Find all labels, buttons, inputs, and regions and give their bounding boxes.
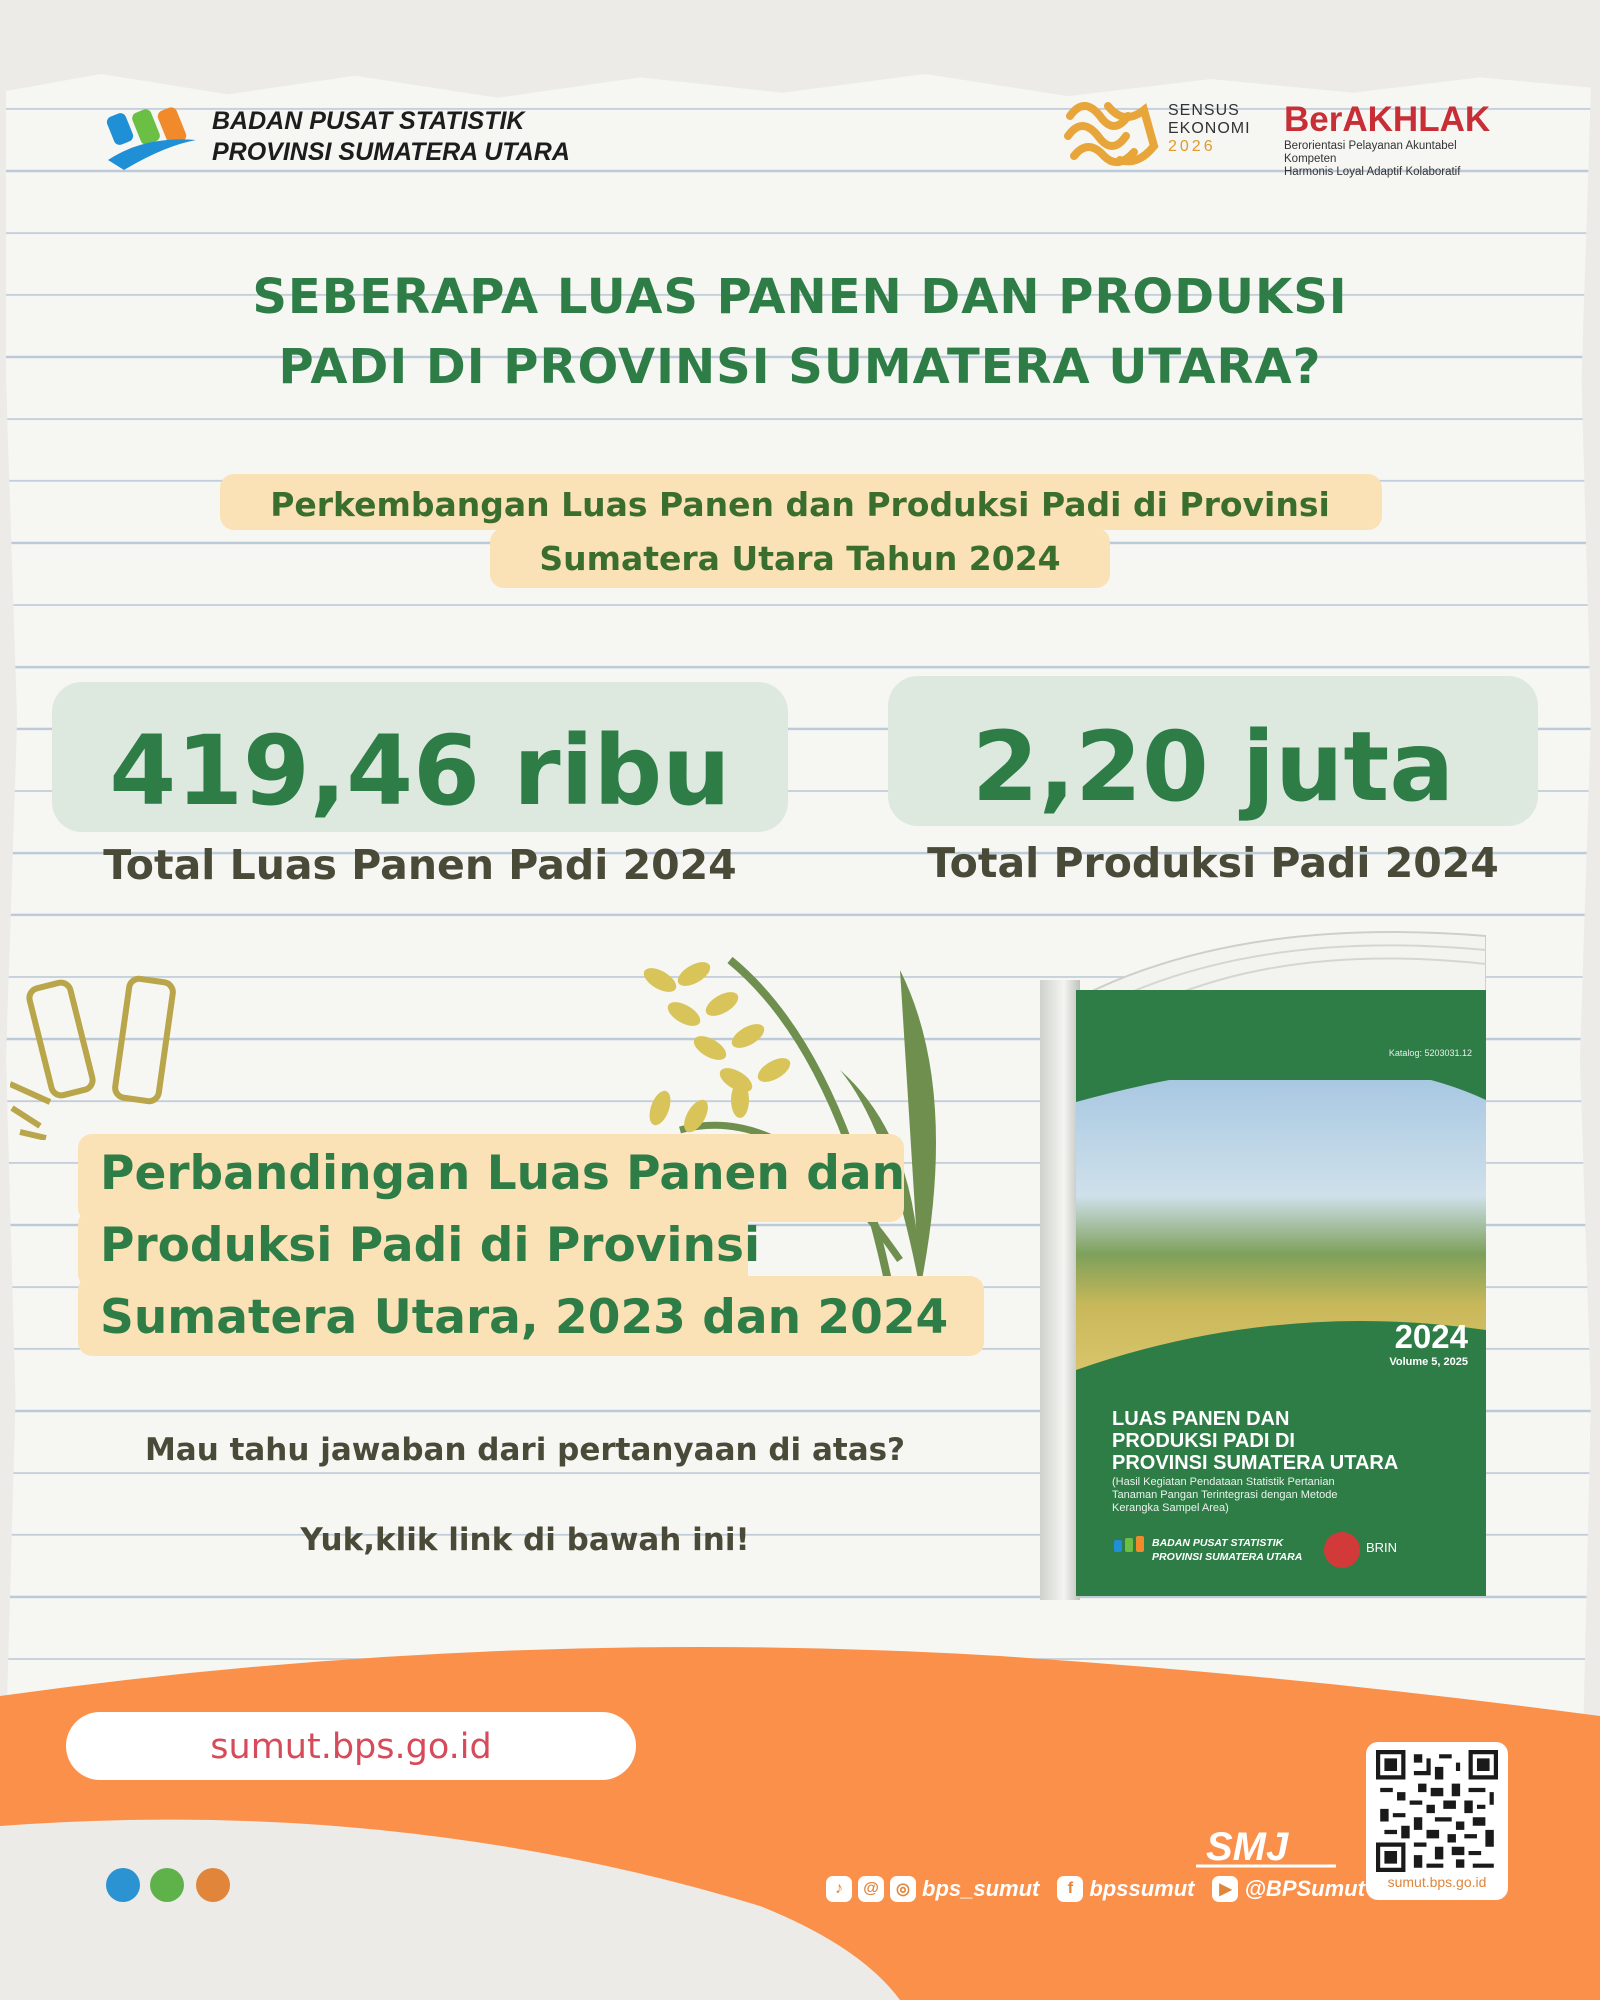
cover-title-line-1: LUAS PANEN DAN xyxy=(1112,1408,1290,1430)
berakhlak-subtitle-1: Berorientasi Pelayanan Akuntabel Kompeten xyxy=(1284,140,1457,165)
production-value: 2,20 juta xyxy=(971,711,1455,823)
organization-name xyxy=(212,106,570,168)
facebook-icon[interactable]: f xyxy=(1057,1876,1083,1902)
comparison-line-2: Produksi Padi di Provinsi xyxy=(100,1218,761,1273)
cover-organization xyxy=(1152,1536,1302,1564)
book-pages xyxy=(1082,916,1486,996)
sensus-line-1: SENSUS xyxy=(1168,102,1240,119)
bps-logo xyxy=(104,100,200,176)
brin-logo xyxy=(1322,1528,1442,1572)
smj-logo-text: SMJ xyxy=(1206,1825,1289,1868)
subtitle-line-2: Sumatera Utara Tahun 2024 xyxy=(539,539,1061,578)
cover-volume: Volume 5, 2025 xyxy=(1389,1356,1468,1368)
website-link[interactable]: sumut.bps.go.id xyxy=(210,1727,492,1767)
subtitle-line-1: Perkembangan Luas Panen dan Produksi Padi di Provinsi xyxy=(270,485,1330,524)
comparison-line-1: Perbandingan Luas Panen dan xyxy=(100,1146,906,1201)
decorative-dot-orange xyxy=(196,1868,230,1902)
cover-top-wave xyxy=(1076,990,1486,1140)
youtube-handle[interactable]: @BPSumut xyxy=(1244,1876,1365,1901)
publication-cover[interactable] xyxy=(1076,990,1486,1596)
cover-org-line-1: BADAN PUSAT STATISTIK xyxy=(1152,1537,1284,1549)
cover-note-line-1: (Hasil Kegiatan Pendataan Statistik Pertanian xyxy=(1112,1476,1335,1488)
harvest-area-value: 419,46 ribu xyxy=(109,715,731,827)
straw-decoration xyxy=(10,970,210,1140)
cover-note xyxy=(1112,1476,1472,1515)
footer-wave xyxy=(0,1646,1600,2000)
berakhlak-title: BerAKHLAK xyxy=(1284,100,1491,139)
cover-org-line-2: PROVINSI SUMATERA UTARA xyxy=(1152,1551,1303,1563)
title-line-1: SEBERAPA LUAS PANEN DAN PRODUKSI xyxy=(252,269,1348,325)
comparison-line-3: Sumatera Utara, 2023 dan 2024 xyxy=(100,1290,949,1345)
question-text: Mau tahu jawaban dari pertanyaan di atas? xyxy=(144,1432,906,1468)
instagram-handle[interactable]: bps_sumut xyxy=(922,1876,1040,1901)
berakhlak-logo xyxy=(1284,100,1504,179)
cover-title-line-3: PROVINSI SUMATERA UTARA xyxy=(1112,1452,1399,1474)
page-title xyxy=(60,262,1540,402)
sensus-year: 2026 xyxy=(1168,138,1216,155)
smj-logo xyxy=(1196,1822,1344,1868)
cover-title xyxy=(1112,1408,1472,1474)
comparison-heading xyxy=(100,1138,1000,1354)
book-spine xyxy=(1040,980,1080,1600)
sensus-line-2: EKONOMI xyxy=(1168,120,1251,137)
youtube-icon[interactable]: ▶ xyxy=(1212,1876,1238,1902)
call-to-action: Yuk,klik link di bawah ini! xyxy=(300,1522,750,1558)
subtitle xyxy=(200,478,1400,586)
cover-bps-logo xyxy=(1112,1534,1148,1564)
berakhlak-subtitle-2: Harmonis Loyal Adaptif Kolaboratif xyxy=(1284,166,1461,178)
organization-line-2: PROVINSI SUMATERA UTARA xyxy=(212,138,570,166)
harvest-area-label: Total Luas Panen Padi 2024 xyxy=(103,841,737,889)
cover-year: 2024 xyxy=(1394,1318,1468,1355)
tiktok-icon[interactable]: ♪ xyxy=(826,1876,852,1902)
sensus-ekonomi-text xyxy=(1168,102,1251,156)
brin-logo-text: BRIN xyxy=(1366,1540,1398,1555)
instagram-icon[interactable]: ◎ xyxy=(890,1876,916,1902)
decorative-dot-blue xyxy=(106,1868,140,1902)
organization-line-1: BADAN PUSAT STATISTIK xyxy=(212,107,525,135)
decorative-dot-green xyxy=(150,1868,184,1902)
cover-title-line-2: PRODUKSI PADI DI xyxy=(1112,1430,1295,1452)
production-label: Total Produksi Padi 2024 xyxy=(927,839,1499,887)
qr-code[interactable] xyxy=(1376,1750,1498,1872)
facebook-handle[interactable]: bpssumut xyxy=(1089,1876,1195,1901)
qr-caption: sumut.bps.go.id xyxy=(1387,1874,1487,1890)
social-media-bar xyxy=(826,1872,1377,1906)
title-line-2: PADI DI PROVINSI SUMATERA UTARA? xyxy=(278,339,1322,395)
cover-note-line-3: Kerangka Sampel Area) xyxy=(1112,1502,1229,1514)
cover-catalog: Katalog: 5203031.12 xyxy=(1388,1048,1472,1058)
cover-note-line-2: Tanaman Pangan Terintegrasi dengan Metode xyxy=(1112,1489,1338,1501)
threads-icon[interactable]: @ xyxy=(858,1876,884,1902)
